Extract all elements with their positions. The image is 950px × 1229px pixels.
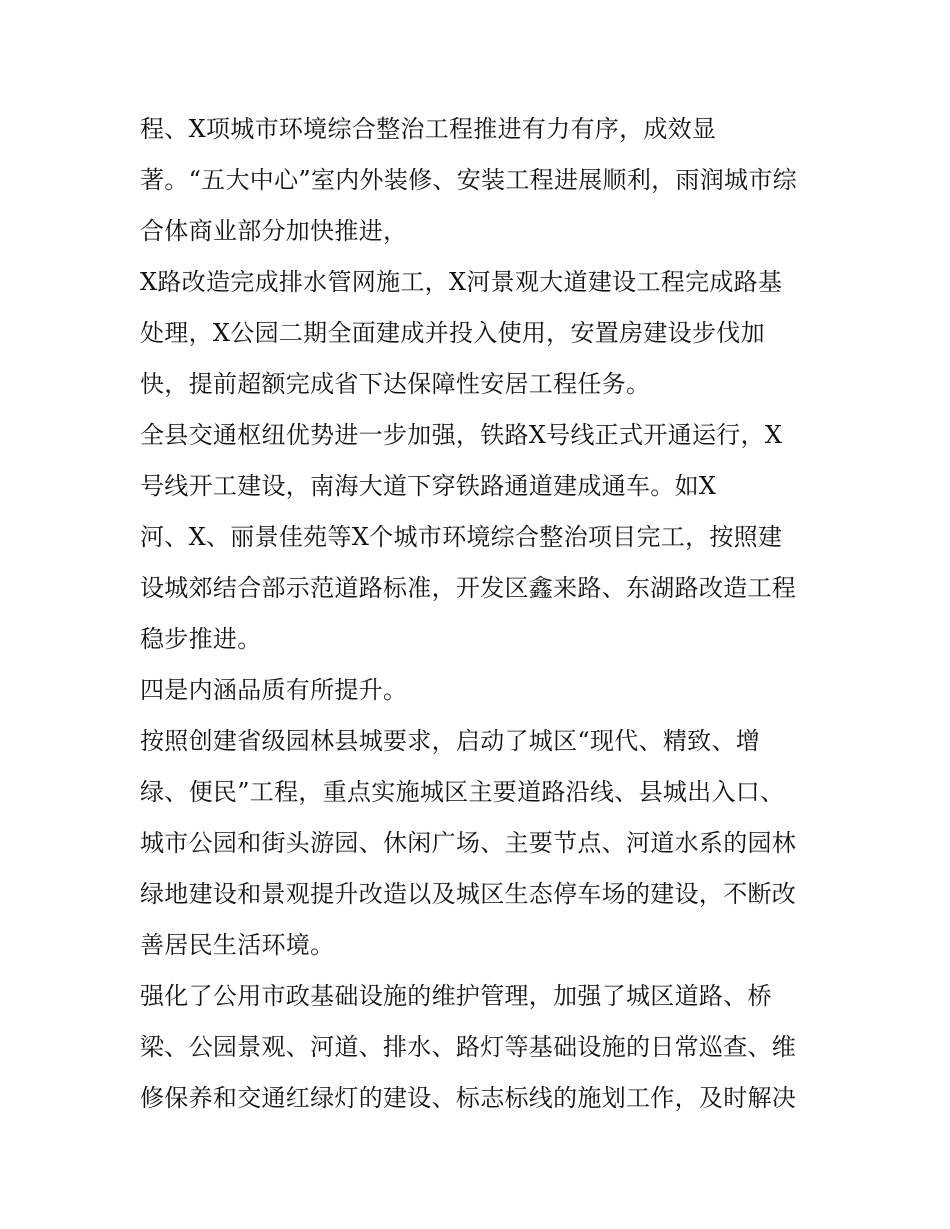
text-line: 全县交通枢纽优势进一步加强，铁路X号线正式开通运行，X [140,421,783,449]
text-line: 按照创建省级园林县城要求，启动了城区“现代、精致、增 [140,727,761,755]
text-line: 绿、便民”工程，重点实施城区主要道路沿线、县城出入口、 [140,778,785,806]
text-line: 绿地建设和景观提升改造以及城区生态停车场的建设，不断改 [140,880,797,908]
text-line: 稳步推进。 [140,625,262,653]
text-line: 河、X、丽景佳苑等X个城市环境综合整治项目完工，按照建 [140,523,783,551]
text-line: 处理，X公园二期全面建成并投入使用，安置房建设步伐加 [140,319,765,347]
text-line: 著。“五大中心”室内外装修、安装工程进展顺利，雨润城市综 [140,166,797,194]
text-line: X路改造完成排水管网施工，X河景观大道建设工程完成路基 [140,268,783,296]
text-line: 强化了公用市政基础设施的维护管理，加强了城区道路、桥 [140,982,772,1010]
text-line: 设城郊结合部示范道路标准，开发区鑫来路、东湖路改造工程 [140,574,797,602]
text-line: 梁、公园景观、河道、排水、路灯等基础设施的日常巡查、维 [140,1033,797,1061]
text-line: 修保养和交通红绿灯的建设、标志标线的施划工作，及时解决 [140,1084,797,1112]
text-line: 合体商业部分加快推进， [140,217,408,245]
text-line: 善居民生活环境。 [140,931,335,959]
text-line: 号线开工建设，南海大道下穿铁路通道建成通车。如X [140,472,717,500]
text-line: 城市公园和街头游园、休闲广场、主要节点、河道水系的园林 [140,829,797,857]
text-line: 快，提前超额完成省下达保障性安居工程任务。 [140,370,651,398]
text-line: 四是内涵品质有所提升。 [140,676,408,704]
text-line: 程、X项城市环境综合整治工程推进有力有序，成效显 [140,115,717,143]
